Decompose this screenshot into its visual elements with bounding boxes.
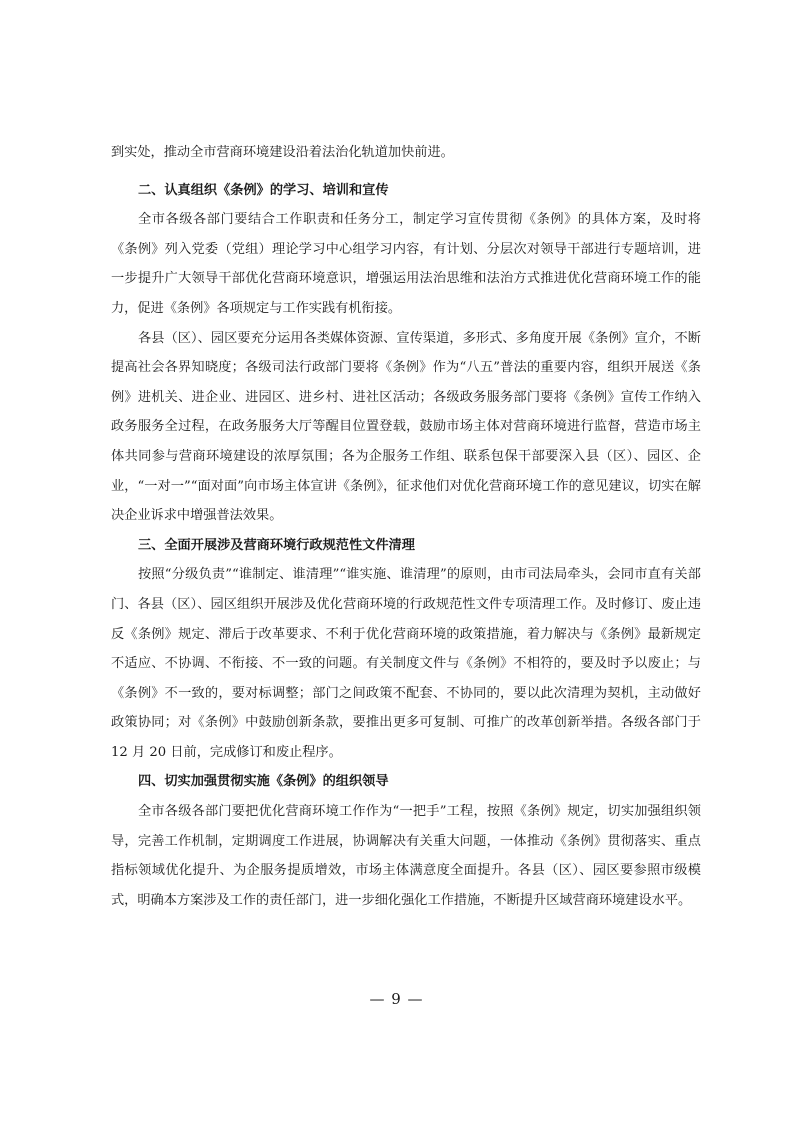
page-number: — 9 — bbox=[369, 990, 424, 1008]
document-body bbox=[111, 138, 701, 915]
paragraph-document-cleanup: 按照“分级负责”“谁制定、谁清理”“谁实施、谁清理”的原则，由市司法局牵头，会同市直有关部门、各县（区）、园区组织开展涉及优化营商环境的行政规范性文件专项清理工作。及时修订、废止违反《条例》规定、滞后于改革要求、不利于优化营商环境的政策措施，着力解决与《条例》最新规定不适应、不协调、不衔接、不一致的问题。有关制度文件与《条例》不相符的，要及时予以废止；与《条例》不一致的，要对标调整；部门之间政策不配套、不协同的，要以此次清理为契机，主动做好政策协同；对《条例》中鼓励创新条款，要推出更多可复制、可推广的改革创新举措。各级各部门于 12 月 20 日前，完成修订和废止程序。 bbox=[111, 567, 701, 760]
paragraph-publicity: 各县（区）、园区要充分运用各类媒体资源、宣传渠道，多形式、多角度开展《条例》宣介，不断提高社会各界知晓度；各级司法行政部门要将《条例》作为“八五”普法的重要内容，组织开展送《条例》进机关、进企业、进园区、进乡村、进社区活动；各级政务服务部门要将《条例》宣传工作纳入政务服务全过程，在政务服务大厅等醒目位置登载，鼓励市场主体对营商环境进行监督，营造市场主体共同参与营商环境建设的浓厚氛围；各为企服务工作组、联系包保干部要深入县（区）、园区、企业，“一对一”“面对面”向市场主体宣讲《条例》，征求他们对优化营商环境工作的意见建议，切实在解决企业诉求中增强普法效果。 bbox=[111, 330, 701, 524]
paragraph-continuation: 到实处，推动全市营商环境建设沿着法治化轨道加快前进。 bbox=[111, 145, 454, 160]
section-heading-4: 四、切实加强贯彻实施《条例》的组织领导 bbox=[138, 774, 389, 790]
paragraph-study-training: 全市各级各部门要结合工作职责和任务分工，制定学习宣传贯彻《条例》的具体方案，及时将《条例》列入党委（党组）理论学习中心组学习内容，有计划、分层次对领导干部进行专题培训，进一步提升广大领导干部优化营商环境意识，增强运用法治思维和法治方式推进优化营商环境工作的能力，促进《条例》各项规定与工作实践有机衔接。 bbox=[111, 212, 701, 316]
section-heading-2: 二、认真组织《条例》的学习、培训和宣传 bbox=[138, 182, 389, 198]
section-heading-3: 三、全面开展涉及营商环境行政规范性文件清理 bbox=[138, 537, 415, 553]
paragraph-leadership: 全市各级各部门要把优化营商环境工作作为“一把手”工程，按照《条例》规定，切实加强组织领导，完善工作机制，定期调度工作进展，协调解决有关重大问题，一体推动《条例》贯彻落实、重点指标领域优化提升、为企服务提质增效，市场主体满意度全面提升。各县（区）、园区要参照市级模式，明确本方案涉及工作的责任部门，进一步细化强化工作措施，不断提升区域营商环境建设水平。 bbox=[111, 804, 701, 908]
